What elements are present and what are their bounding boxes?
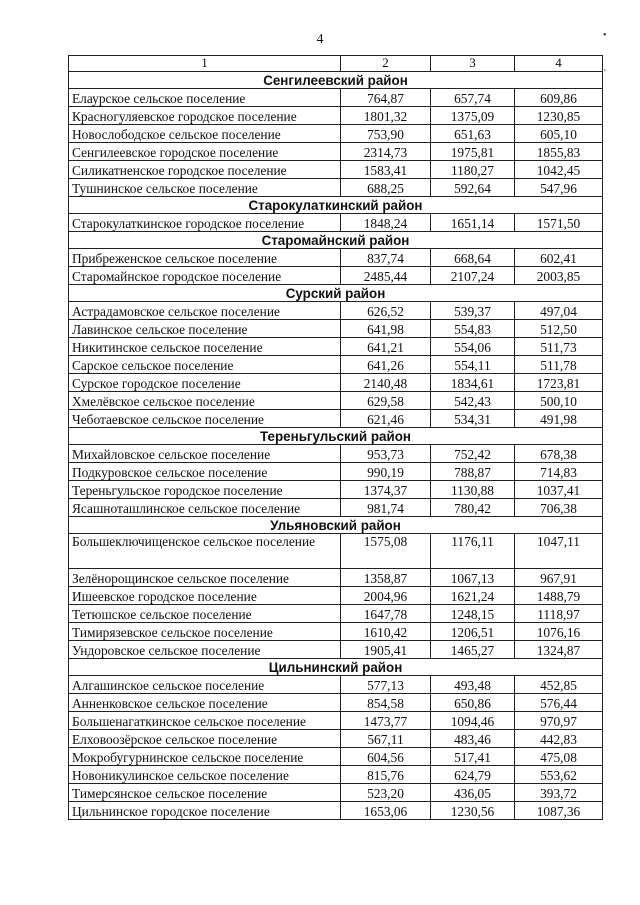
value-col-3: 554,11 (431, 355, 515, 373)
settlement-name: Тереньгульское городское поселение (69, 480, 341, 498)
table-row (69, 675, 603, 693)
settlement-name: Новослободское сельское поселение (69, 124, 341, 142)
value-col-3: 1834,61 (431, 373, 515, 391)
settlement-name: Тимирязевское сельское поселение (69, 622, 341, 640)
value-col-4: 491,98 (515, 409, 603, 427)
value-col-3: 1651,14 (431, 213, 515, 231)
value-col-4: 967,91 (515, 568, 603, 586)
value-col-2: 641,26 (341, 355, 431, 373)
settlement-name: Чеботаевское сельское поселение (69, 409, 341, 427)
value-col-3: 650,86 (431, 693, 515, 711)
table-header (69, 56, 603, 72)
settlement-name: Цильнинское городское поселение (69, 801, 341, 819)
value-col-4: 970,97 (515, 711, 603, 729)
value-col-4: 511,73 (515, 337, 603, 355)
value-col-3: 657,74 (431, 88, 515, 106)
value-col-2: 837,74 (341, 248, 431, 266)
value-col-4: 576,44 (515, 693, 603, 711)
value-col-2: 1374,37 (341, 480, 431, 498)
district-name: Ульяновский район (69, 516, 603, 533)
value-col-3: 1975,81 (431, 142, 515, 160)
table-row (69, 765, 603, 783)
value-col-3: 1621,24 (431, 586, 515, 604)
value-col-3: 788,87 (431, 462, 515, 480)
value-col-2: 523,20 (341, 783, 431, 801)
value-col-2: 2140,48 (341, 373, 431, 391)
settlement-name: Елаурское сельское поселение (69, 88, 341, 106)
table-row (69, 711, 603, 729)
value-col-3: 1130,88 (431, 480, 515, 498)
table-row (69, 124, 603, 142)
value-col-2: 815,76 (341, 765, 431, 783)
value-col-2: 1575,08 (341, 533, 431, 568)
settlement-name: Хмелёвское сельское поселение (69, 391, 341, 409)
table-row (69, 622, 603, 640)
table-row (69, 213, 603, 231)
value-col-2: 629,58 (341, 391, 431, 409)
value-col-3: 1206,51 (431, 622, 515, 640)
settlement-name: Подкуровское сельское поселение (69, 462, 341, 480)
value-col-2: 2485,44 (341, 266, 431, 284)
settlement-name: Ундоровское сельское поселение (69, 640, 341, 658)
table-row (69, 106, 603, 124)
table-row (69, 88, 603, 106)
value-col-2: 2314,73 (341, 142, 431, 160)
settlement-name: Новоникулинское сельское поселение (69, 765, 341, 783)
district-header-row (69, 231, 603, 248)
table-row (69, 373, 603, 391)
value-col-4: 714,83 (515, 462, 603, 480)
header-col-3: 3 (431, 56, 515, 72)
table-row (69, 604, 603, 622)
district-name: Тереньгульский район (69, 427, 603, 444)
table-row (69, 444, 603, 462)
header-col-2: 2 (341, 56, 431, 72)
settlement-name: Астрадамовское сельское поселение (69, 301, 341, 319)
table-row (69, 248, 603, 266)
table-row (69, 391, 603, 409)
value-col-2: 1583,41 (341, 160, 431, 178)
value-col-4: 547,96 (515, 178, 603, 196)
value-col-4: 1723,81 (515, 373, 603, 391)
value-col-3: 1465,27 (431, 640, 515, 658)
value-col-3: 1180,27 (431, 160, 515, 178)
table-row (69, 640, 603, 658)
settlement-name: Тетюшское сельское поселение (69, 604, 341, 622)
table-row (69, 409, 603, 427)
settlement-name: Лавинское сельское поселение (69, 319, 341, 337)
district-name: Сурский район (69, 284, 603, 301)
value-col-2: 1473,77 (341, 711, 431, 729)
value-col-3: 592,64 (431, 178, 515, 196)
table-row (69, 337, 603, 355)
value-col-4: 605,10 (515, 124, 603, 142)
value-col-4: 1076,16 (515, 622, 603, 640)
value-col-3: 493,48 (431, 675, 515, 693)
value-col-4: 553,62 (515, 765, 603, 783)
value-col-4: 500,10 (515, 391, 603, 409)
table-row (69, 729, 603, 747)
value-col-3: 534,31 (431, 409, 515, 427)
settlement-name: Никитинское сельское поселение (69, 337, 341, 355)
value-col-3: 517,41 (431, 747, 515, 765)
settlement-name: Сурское городское поселение (69, 373, 341, 391)
table-row (69, 462, 603, 480)
district-header-row (69, 196, 603, 213)
value-col-4: 1855,83 (515, 142, 603, 160)
district-header-row (69, 71, 603, 88)
value-col-4: 602,41 (515, 248, 603, 266)
header-row (69, 56, 603, 72)
value-col-2: 1848,24 (341, 213, 431, 231)
value-col-2: 577,13 (341, 675, 431, 693)
value-col-4: 1118,97 (515, 604, 603, 622)
table-row (69, 142, 603, 160)
value-col-3: 2107,24 (431, 266, 515, 284)
district-name: Старокулаткинский район (69, 196, 603, 213)
settlement-name: Красногуляевское городское поселение (69, 106, 341, 124)
table-row (69, 355, 603, 373)
settlement-name: Зелёнорощинское сельское поселение (69, 568, 341, 586)
value-col-2: 1647,78 (341, 604, 431, 622)
table-row (69, 586, 603, 604)
settlement-name: Елховоозёрское сельское поселение (69, 729, 341, 747)
value-col-3: 1067,13 (431, 568, 515, 586)
value-col-4: 1047,11 (515, 533, 603, 568)
value-col-2: 753,90 (341, 124, 431, 142)
scan-mark: ' (604, 68, 606, 79)
settlement-name: Алгашинское сельское поселение (69, 675, 341, 693)
value-col-2: 1801,32 (341, 106, 431, 124)
value-col-4: 1571,50 (515, 213, 603, 231)
value-col-2: 626,52 (341, 301, 431, 319)
table-row (69, 693, 603, 711)
value-col-2: 981,74 (341, 498, 431, 516)
table-row (69, 533, 603, 568)
district-name: Старомайнский район (69, 231, 603, 248)
value-col-2: 621,46 (341, 409, 431, 427)
district-name: Цильнинский район (69, 658, 603, 675)
table-row (69, 319, 603, 337)
value-col-4: 1230,85 (515, 106, 603, 124)
value-col-4: 1037,41 (515, 480, 603, 498)
value-col-3: 1094,46 (431, 711, 515, 729)
settlement-name: Михайловское сельское поселение (69, 444, 341, 462)
value-col-3: 436,05 (431, 783, 515, 801)
value-col-3: 539,37 (431, 301, 515, 319)
value-col-2: 764,87 (341, 88, 431, 106)
value-col-2: 1905,41 (341, 640, 431, 658)
settlement-name: Ясашноташлинское сельское поселение (69, 498, 341, 516)
settlement-name: Сенгилеевское городское поселение (69, 142, 341, 160)
value-col-2: 641,98 (341, 319, 431, 337)
value-col-3: 668,64 (431, 248, 515, 266)
value-col-3: 542,43 (431, 391, 515, 409)
value-col-3: 624,79 (431, 765, 515, 783)
value-col-3: 1375,09 (431, 106, 515, 124)
table-row (69, 498, 603, 516)
value-col-3: 1176,11 (431, 533, 515, 568)
settlement-table (68, 55, 603, 820)
table-row (69, 747, 603, 765)
value-col-2: 953,73 (341, 444, 431, 462)
district-name: Сенгилеевский район (69, 71, 603, 88)
value-col-2: 990,19 (341, 462, 431, 480)
table-row (69, 301, 603, 319)
value-col-4: 678,38 (515, 444, 603, 462)
value-col-4: 497,04 (515, 301, 603, 319)
value-col-4: 2003,85 (515, 266, 603, 284)
settlement-name: Сарское сельское поселение (69, 355, 341, 373)
value-col-4: 1324,87 (515, 640, 603, 658)
value-col-4: 1488,79 (515, 586, 603, 604)
value-col-2: 1358,87 (341, 568, 431, 586)
value-col-3: 1248,15 (431, 604, 515, 622)
settlement-name: Мокробугурнинское сельское поселение (69, 747, 341, 765)
settlement-name: Тушнинское сельское поселение (69, 178, 341, 196)
district-header-row (69, 658, 603, 675)
table-row (69, 480, 603, 498)
district-header-row (69, 284, 603, 301)
value-col-3: 780,42 (431, 498, 515, 516)
table-row (69, 178, 603, 196)
settlement-name: Прибреженское сельское поселение (69, 248, 341, 266)
table-row (69, 568, 603, 586)
settlement-name: Большенагаткинское сельское поселение (69, 711, 341, 729)
value-col-2: 1610,42 (341, 622, 431, 640)
value-col-2: 688,25 (341, 178, 431, 196)
settlement-name: Силикатненское городское поселение (69, 160, 341, 178)
value-col-2: 2004,96 (341, 586, 431, 604)
value-col-3: 1230,56 (431, 801, 515, 819)
settlement-name: Большеключищенское сельское поселение (69, 533, 341, 568)
settlement-name: Анненковское сельское поселение (69, 693, 341, 711)
value-col-4: 706,38 (515, 498, 603, 516)
value-col-4: 511,78 (515, 355, 603, 373)
value-col-4: 452,85 (515, 675, 603, 693)
value-col-2: 604,56 (341, 747, 431, 765)
value-col-2: 1653,06 (341, 801, 431, 819)
table-row (69, 160, 603, 178)
value-col-4: 475,08 (515, 747, 603, 765)
value-col-2: 641,21 (341, 337, 431, 355)
page-number: 4 (316, 32, 324, 47)
settlement-name: Тимерсянское сельское поселение (69, 783, 341, 801)
value-col-3: 554,83 (431, 319, 515, 337)
value-col-3: 752,42 (431, 444, 515, 462)
settlement-name: Старомайнское городское поселение (69, 266, 341, 284)
value-col-3: 483,46 (431, 729, 515, 747)
settlement-name: Ишеевское городское поселение (69, 586, 341, 604)
table-row (69, 783, 603, 801)
scan-mark: • (603, 30, 607, 41)
value-col-3: 651,63 (431, 124, 515, 142)
value-col-4: 609,86 (515, 88, 603, 106)
value-col-2: 567,11 (341, 729, 431, 747)
table-row (69, 266, 603, 284)
settlement-name: Старокулаткинское городское поселение (69, 213, 341, 231)
header-col-1: 1 (69, 56, 341, 72)
value-col-4: 442,83 (515, 729, 603, 747)
table-row (69, 801, 603, 819)
value-col-4: 393,72 (515, 783, 603, 801)
value-col-2: 854,58 (341, 693, 431, 711)
value-col-4: 1042,45 (515, 160, 603, 178)
header-col-4: 4 (515, 56, 603, 72)
value-col-3: 554,06 (431, 337, 515, 355)
district-header-row (69, 516, 603, 533)
table-body (69, 71, 603, 819)
district-header-row (69, 427, 603, 444)
value-col-4: 512,50 (515, 319, 603, 337)
value-col-4: 1087,36 (515, 801, 603, 819)
